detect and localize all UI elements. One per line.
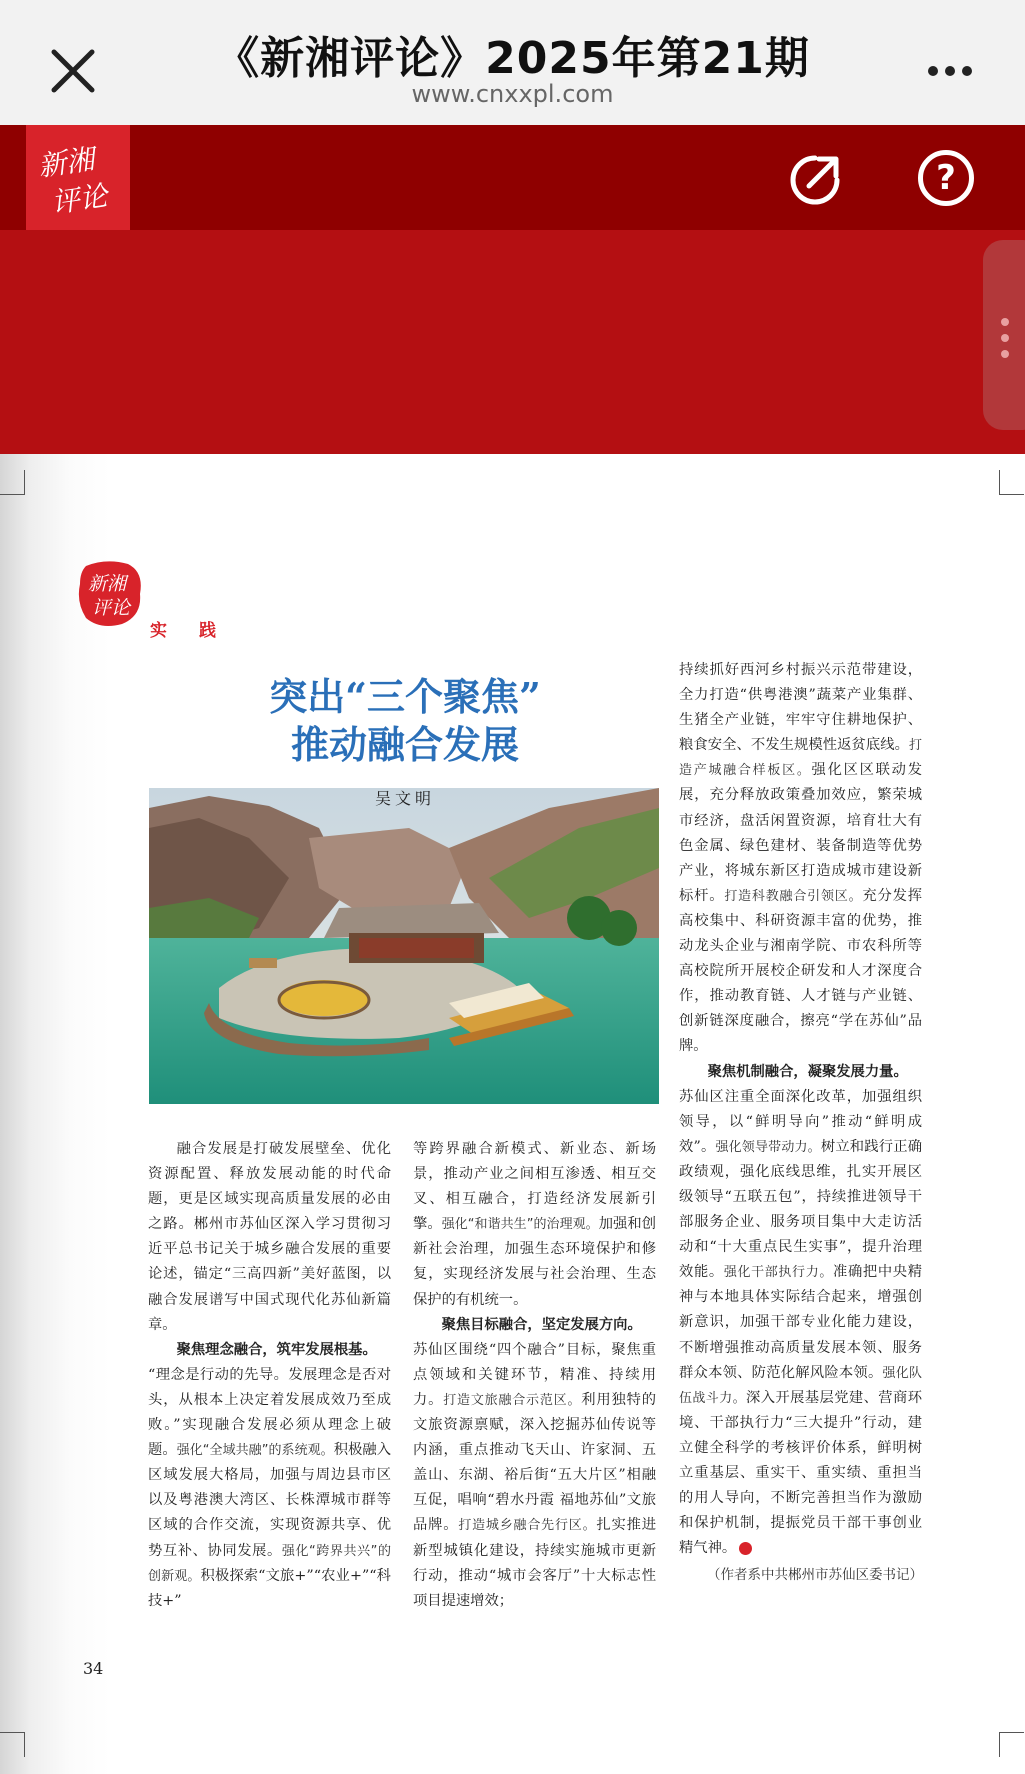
paragraph: [413, 1338, 656, 1614]
paragraph: [679, 658, 922, 1060]
paragraph: [679, 1060, 922, 1085]
article-column-3: [679, 658, 922, 1561]
text-run: 等跨界融合新模式、新业态、新场景，推动产业之间相互渗透、相互交叉、相互融合，打造经济发展新引擎。: [413, 1141, 656, 1233]
app-logo: [26, 125, 130, 230]
side-menu-handle[interactable]: [983, 240, 1025, 430]
sub-heading: 打造科教融合引领区。: [724, 888, 863, 904]
text-run: 苏仙区注重全面深化改革，加强组织领导，以“鲜明导向”推动“鲜明成效”。: [679, 1088, 922, 1155]
svg-text:新湘: 新湘: [36, 142, 97, 183]
article-column-1: [148, 1137, 391, 1614]
paragraph-heading: 聚焦目标融合，坚定发展方向。: [441, 1316, 642, 1333]
text-run: 充分发挥高校集中、科研资源丰富的优势，推动龙头企业与湘南学院、市农科所等高校院所开展校企研发和人才深度合作，推动教育链、人才链与产业链、创新链深度融合，擦亮“学在苏仙”品牌。: [679, 887, 922, 1055]
share-icon: [785, 150, 845, 210]
text-run: 积极融入区域发展大格局，加强与周边县市区以及粤港澳大湾区、长株潭城市群等区域的合作交流，实现资源共享、优势互补、协同发展。: [148, 1442, 392, 1559]
text-run: “理念是行动的先导。发展理念是否对头，从根本上决定着发展成效乃至成败。”实现融合发展必须从理念上破题。: [148, 1366, 391, 1459]
section-label: 实践: [150, 621, 248, 641]
crop-mark: [0, 1732, 25, 1757]
text-run: 准确把中央精神与本地具体实际结合起来，增强创新意识，加强干部专业化能力建设，不断增强推动高质量发展本领、服务群众本领、防范化解风险本领。: [679, 1264, 923, 1381]
sub-heading: 强化“跨界共兴”的创新观。: [148, 1543, 391, 1584]
sub-heading: 强化“全域共融”的系统观。: [176, 1443, 334, 1459]
page-number: 34: [83, 1659, 104, 1678]
paragraph: [148, 1363, 391, 1614]
paragraph: [413, 1137, 656, 1313]
handle-dot-icon: [1001, 334, 1009, 342]
author-name: 吴文明: [374, 789, 435, 808]
paragraph: 融合发展是打破发展壁垒、优化资源配置、释放发展动能的时代命题，更是区域实现高质量发展的必由之路。郴州市苏仙区深入学习贯彻习近平总书记关于城乡融合发展的重要论述，锚定“三高四新”美好蓝图，以融合发展谱写中国式现代化苏仙新篇章。: [148, 1141, 391, 1333]
magazine-seal-logo: [76, 558, 146, 630]
sub-heading: 强化队伍战斗力。: [679, 1365, 922, 1406]
window-url: www.cnxxpl.com: [411, 80, 614, 108]
text-run: 加强和创新社会治理，加强生态环境保护和修复，实现经济发展与社会治理、生态保护的有机统一。: [413, 1216, 657, 1308]
headline-line-2: 推动融合发展: [290, 722, 519, 767]
app-toolbar: [0, 125, 1025, 230]
crop-mark: [999, 470, 1024, 495]
article-column-2: [413, 1137, 656, 1614]
svg-text:新湘: 新湘: [88, 573, 127, 595]
text-run: 积极探索“文旅+”“农业+”“科技+”: [148, 1567, 391, 1609]
text-run: 扎实推进新型城镇化建设，持续实施城市更新行动，推动“城市会客厅”十大标志性项目提速增效；: [413, 1517, 656, 1609]
handle-dot-icon: [1001, 350, 1009, 358]
share-button[interactable]: [785, 150, 845, 210]
sub-heading: 打造城乡融合先行区。: [458, 1518, 597, 1534]
sub-heading: 强化干部执行力。: [723, 1265, 833, 1281]
help-icon: ?: [936, 158, 956, 198]
text-run: 强化区区联动发展，充分释放政策叠加效应，繁荣城市经济，盘活闲置资源，培育壮大有色金属、绿色建材、装备制造等优势产业，将城东新区打造成城市建设新标杆。: [679, 762, 922, 904]
crop-mark: [999, 1732, 1024, 1757]
more-icon: [928, 66, 938, 76]
more-icon-dot: [962, 66, 972, 76]
svg-text:评论: 评论: [49, 179, 110, 220]
end-mark-icon: [739, 1542, 752, 1555]
sub-heading: 强化“和谐共生”的治理观。: [441, 1217, 599, 1233]
paragraph: [413, 1313, 656, 1338]
more-button[interactable]: [920, 50, 980, 90]
more-icon-dot: [945, 66, 955, 76]
paragraph: [148, 1338, 391, 1363]
headline-line-1: 突出“三个聚焦”: [269, 674, 541, 719]
article-photo: [149, 788, 659, 1104]
help-button[interactable]: [918, 150, 974, 206]
text-run: 树立和践行正确政绩观，强化底线思维，扎实开展区级领导“五联五包”，持续推进领导干部服务企业、服务项目集中大走访活动和“十大重点民生实事”，提升治理效能。: [679, 1138, 922, 1281]
handle-dot-icon: [1001, 318, 1009, 326]
paragraph-heading: 聚焦机制融合，凝聚发展力量。: [707, 1063, 908, 1080]
paragraph-heading: 聚焦理念融合，筑牢发展根基。: [176, 1341, 377, 1358]
author-note: （作者系中共郴州市苏仙区委书记）: [707, 1567, 923, 1583]
sub-heading: 打造产城融合样板区。: [679, 738, 922, 779]
sub-heading: 打造文旅融合示范区。: [443, 1392, 582, 1408]
crop-mark: [0, 470, 25, 495]
sub-heading: 强化领导带动力。: [715, 1139, 821, 1155]
text-run: 深入开展基层党建、营商环境、干部执行力“三大提升”行动，建立健全科学的考核评价体系，鲜明树立重基层、重实干、重实绩、重担当的用人导向，不断完善担当作为激励和保护机制，提振党员干部干事创业精气神。: [679, 1389, 922, 1557]
window-title: 《新湘评论》2025年第21期: [215, 33, 810, 84]
red-banner: [0, 230, 1025, 454]
svg-text:评论: 评论: [92, 597, 131, 619]
text-run: 苏仙区围绕“四个融合”目标，聚焦重点领域和关键环节，精准、持续用力。: [413, 1341, 656, 1408]
paragraph: [679, 1085, 922, 1562]
text-run: 利用独特的文旅资源禀赋，深入挖掘苏仙传说等内涵，重点推动飞天山、许家洞、五盖山、东湖、裕后街“五大片区”相融互促，唱响“碧水丹霞 福地苏仙”文旅品牌。: [413, 1391, 657, 1534]
text-run: 持续抓好西河乡村振兴示范带建设，全力打造“供粤港澳”蔬菜产业集群、生猪全产业链，牢牢守住耕地保护、粮食安全、不发生规模性返贫底线。: [679, 662, 922, 754]
